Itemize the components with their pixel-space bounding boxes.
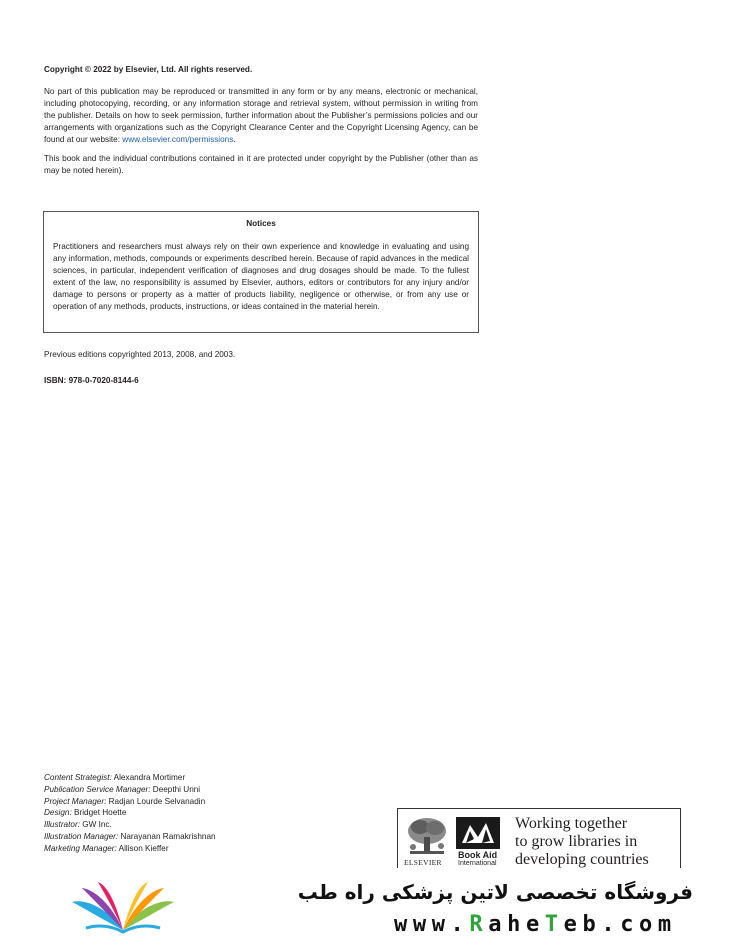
credit-role: Content Strategist: — [44, 773, 112, 782]
credit-row — [44, 807, 216, 819]
credit-name: Alexandra Mortimer — [113, 773, 186, 782]
isbn: ISBN: 978-0-7020-8144-6 — [44, 376, 139, 385]
url-part-accent: T — [544, 912, 564, 937]
book-aid-hand-logo-icon — [456, 817, 500, 849]
slogan-line: to grow libraries in — [515, 833, 638, 850]
credit-role: Illustrator: — [44, 820, 80, 830]
credits-list — [44, 772, 216, 855]
credit-row — [44, 843, 216, 855]
url-part: ahe — [488, 912, 545, 937]
permissions-link[interactable]: www.elsevier.com/permissions — [122, 135, 234, 144]
credit-name: Bridget Hoette — [74, 808, 127, 818]
credit-row — [44, 796, 216, 808]
credit-row — [44, 784, 216, 796]
book-aid-name: Book Aid — [458, 850, 498, 860]
credit-role: Project Manager: — [44, 796, 107, 806]
credit-role: Publication Service Manager: — [44, 784, 151, 794]
credit-name: Allison Kieffer — [118, 843, 169, 853]
credit-name: GW Inc. — [82, 820, 112, 830]
elsevier-tree-logo-icon — [404, 815, 450, 857]
copyright-title: Copyright © 2022 by Elsevier, Ltd. All rights reserved. — [44, 65, 253, 74]
url-part: www. — [394, 912, 470, 937]
credit-name: Deepthi Unni — [152, 784, 201, 794]
rahetab-url[interactable] — [394, 912, 677, 937]
previous-editions: Previous editions copyrighted 2013, 2008, and 2003. — [44, 350, 236, 359]
notices-box — [43, 211, 479, 333]
credit-row — [44, 772, 216, 784]
slogan-line: Working together — [515, 815, 628, 832]
rahetab-persian-title: فروشگاه تخصصی لاتین پزشکی راه طب — [297, 880, 693, 904]
protection-paragraph: This book and the individual contributions contained in it are protected under copyright by the Publisher (other than as may be noted herein). — [44, 154, 478, 175]
url-part: eb.com — [563, 912, 677, 937]
elsevier-wordmark: ELSEVIER — [404, 858, 442, 867]
rahetab-book-logo-icon — [66, 880, 180, 936]
credit-name: Radjan Lourde Selvanadin — [108, 796, 206, 806]
url-part-accent: R — [469, 912, 489, 937]
permissions-paragraph: No part of this publication may be reproduced or transmitted in any form or by any means, electronic or mechanical, including photocopying, recording, or any information storage and retrieval system, without permission in writing from the publisher. Details on how to seek permission, further information about the Publisher’s permissions policies and our arrangements with organizations such as the Copyright Clearance Center and the Copyright Licensing Agency, can be found at our website: www.elsevier.com/permissions. — [44, 87, 478, 144]
slogan-line: developing countries — [515, 851, 649, 868]
credit-role: Marketing Manager: — [44, 843, 117, 853]
credit-name: Narayanan Ramakrishnan — [120, 831, 216, 841]
book-aid-banner — [397, 808, 681, 872]
book-aid-slogan — [515, 815, 649, 869]
book-aid-international: International — [458, 860, 497, 867]
notices-title: Notices — [246, 219, 276, 228]
copyright-section — [44, 64, 478, 184]
credit-role: Design: — [44, 808, 72, 818]
credit-row — [44, 831, 216, 843]
credit-row — [44, 819, 216, 831]
notices-body: Practitioners and researchers must always rely on their own experience and knowledge in evaluating and using any information, methods, compounds or experiments described herein. Because of rapid advances in the medical sciences, in particular, independent verification of diagnoses and drug dosages should be made. To the fullest extent of the law, no responsibility is assumed by Elsevier, authors, editors or contributors for any injury and/or damage to persons or property as a matter of products liability, negligence or otherwise, or from any use or operation of any methods, products, instructions, or ideas contained in the material herein. — [53, 242, 469, 311]
credit-role: Illustration Manager: — [44, 831, 119, 841]
permissions-text: No part of this publication may be reproduced or transmitted in any form or by any means, electronic or mechanical, including photocopying, recording, or any information storage and retrieval system, without permission in writing from the publisher. Details on how to seek permission, further information about the Publisher’s permissions policies and our arrangements with organizations such as the Copyright Clearance Center and the Copyright Licensing Agency, can be found at our website: — [44, 87, 478, 144]
